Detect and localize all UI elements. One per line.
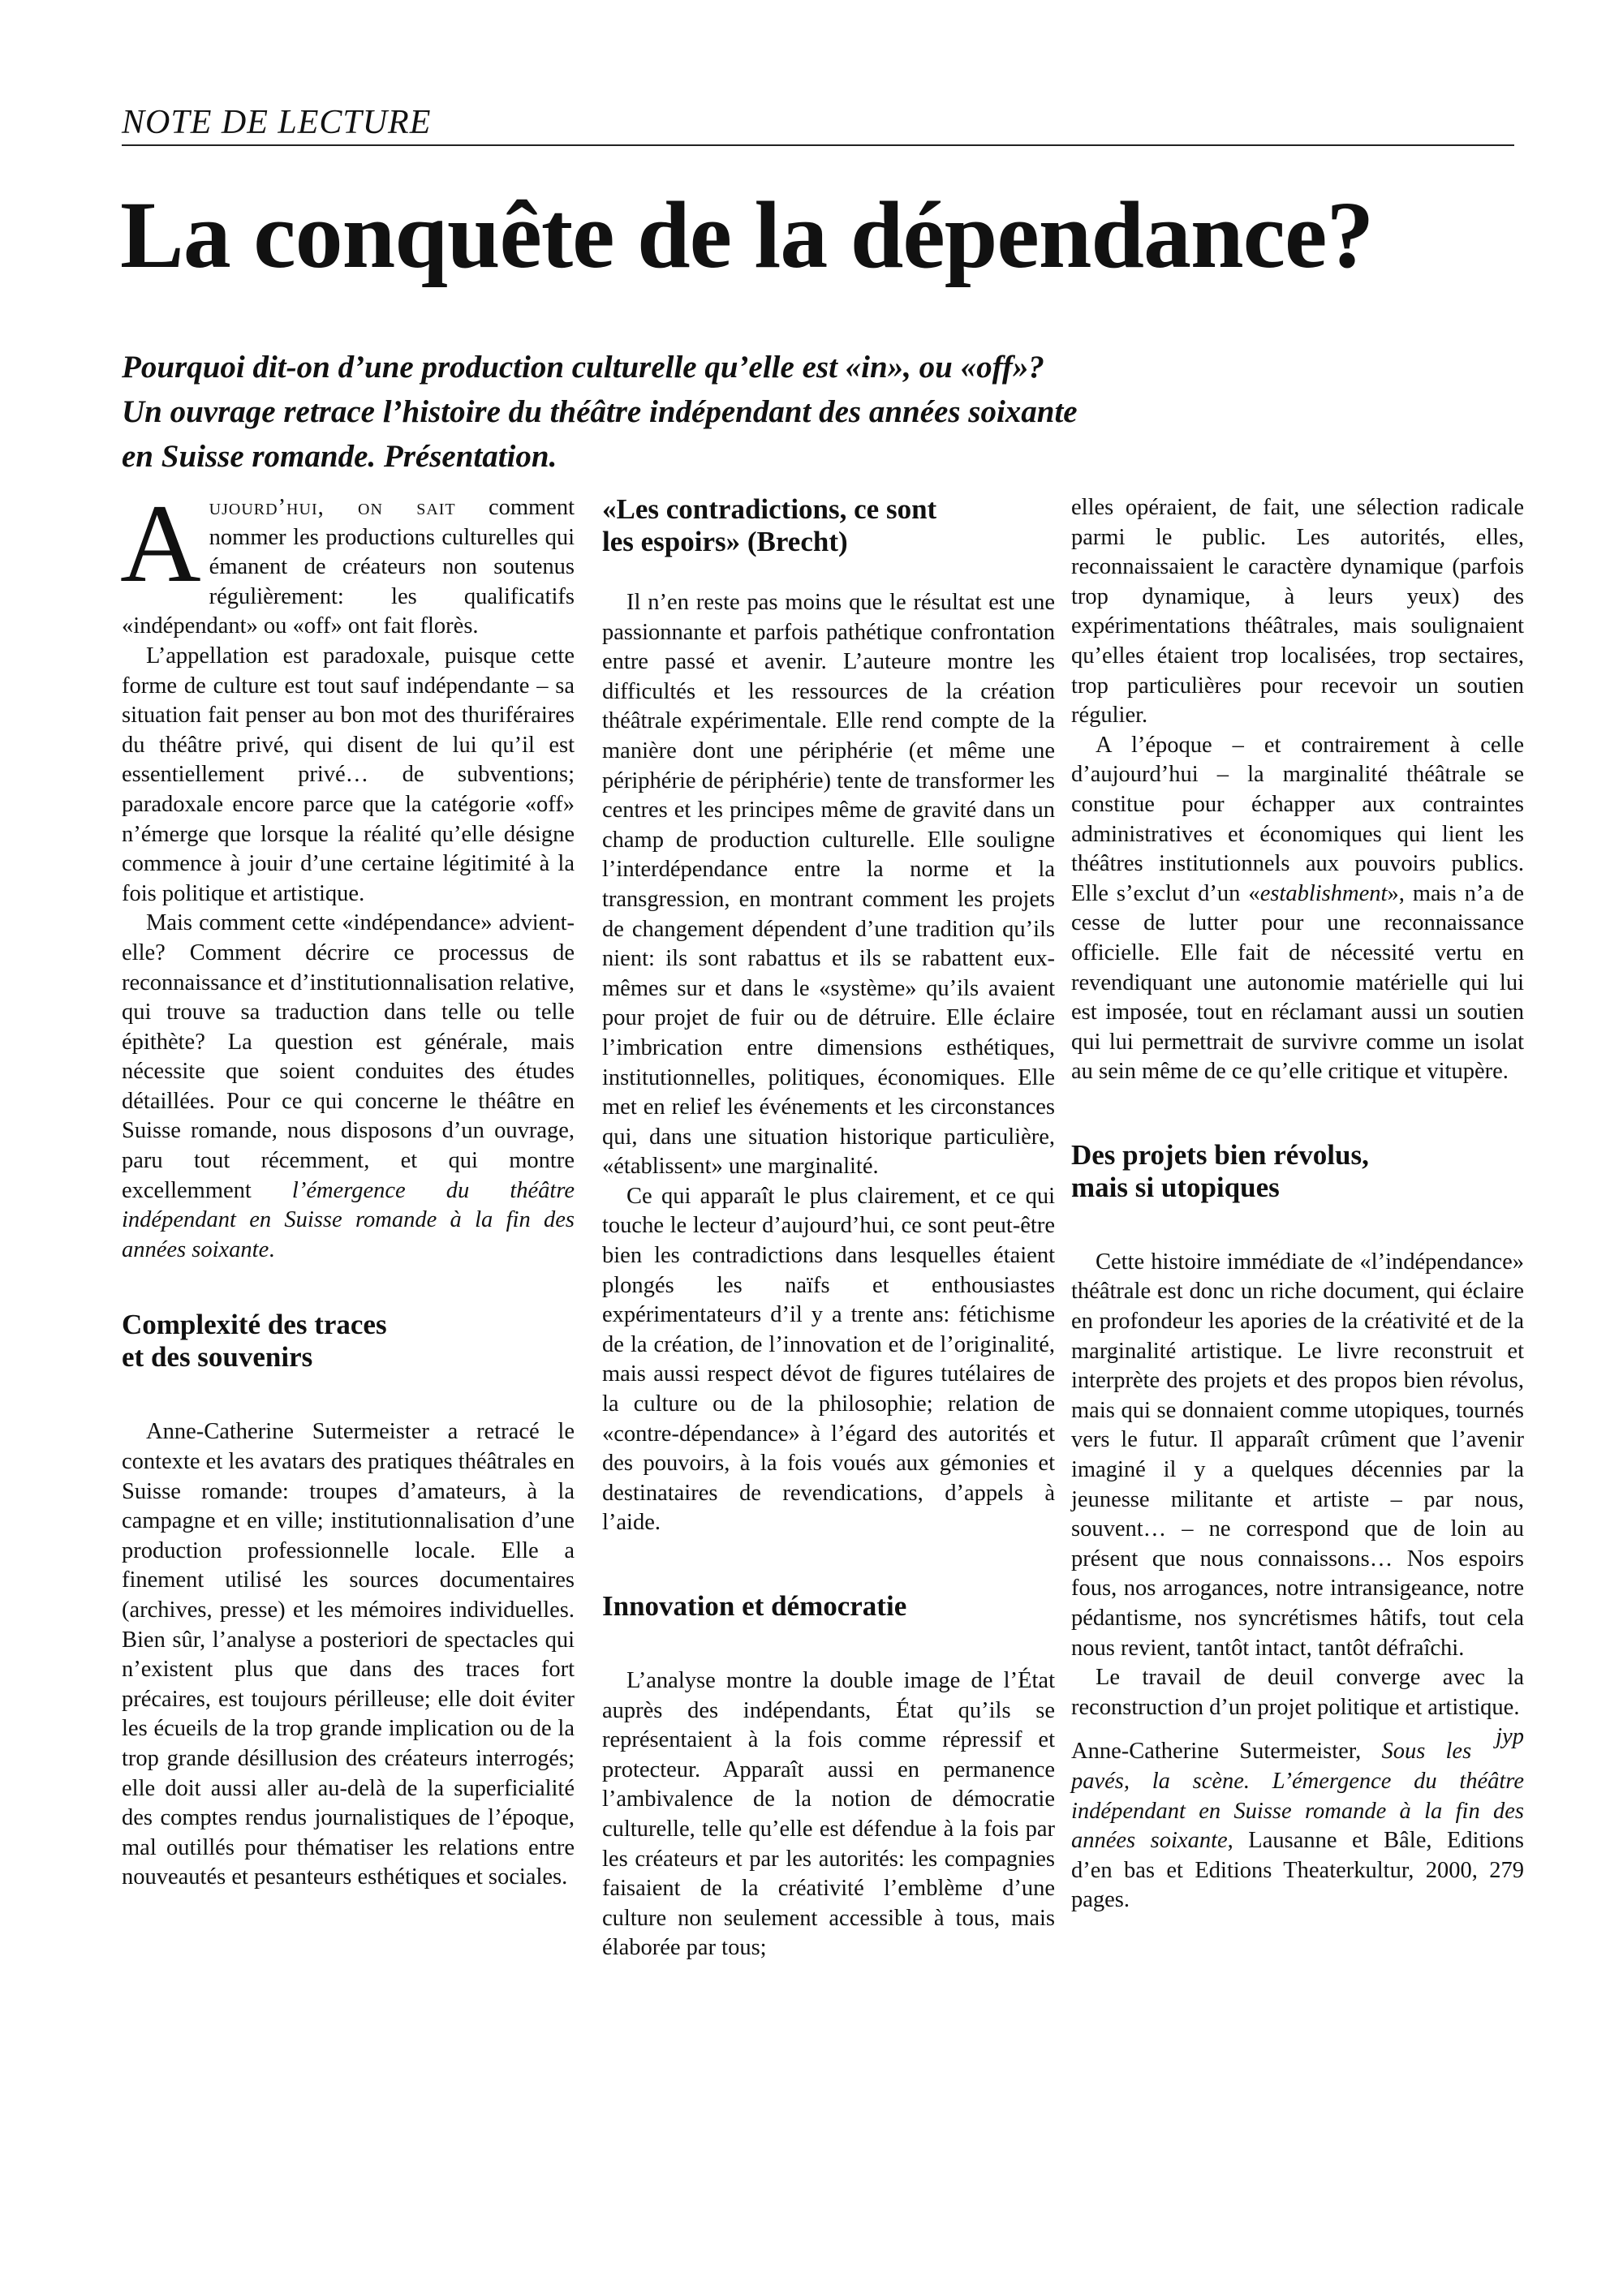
paragraph: L’analyse montre la double image de l’État auprès des indépendants, État qu’ils se représentaient à la fois comme répressif et protecteur. Apparaît aussi en permanence l’ambivalence de la notion de démocratie culturelle, telle qu’elle est défendue à la fois par les créateurs et par les autorités: les compagnies faisaient de la créativité l’emblème d’une culture non seulement accessible à tous, mais élaborée par tous;	[602, 1668, 1055, 1961]
paragraph: A l’époque – et contrairement à celle d’aujourd’hui – la marginalité théâtrale se constitue pour échapper aux contraintes administratives et économiques qui lient les théâtres institutionnels aux pouvoirs publics. Elle s’exclut d’un «establishment», mais n’a de cesse de lutter pour une reconnaissance officielle. Elle fait de nécessité vertu en revendiquant une autonomie matérielle qui lui est imposée, tout en réclamant aussi un soutien qui lui permettrait de survivre comme un isolat au sein même de ce qu’elle critique et vitupère.	[1071, 732, 1524, 1085]
subheading: Des projets bien révolus, mais si utopiques	[1071, 1138, 1369, 1203]
author-signature: jyp	[1496, 1724, 1524, 1750]
paragraph: L’appellation est paradoxale, puisque cette forme de culture est tout sauf indépendante – sa situation fait penser au bon mot des thuriféraires du théâtre privé, qui disent de lui qu’il est essentiellement privé… de subventions; paradoxale encore parce que la catégorie «off» n’émerge que lorsque la réalité qu’elle désigne commence à jouir d’une certaine légitimité à la fois politique et artistique.	[122, 643, 575, 906]
article-title: La conquête de la dépendance?	[120, 182, 1374, 288]
paragraph: Mais comment cette «indépendance» advient-elle? Comment décrire ce processus de reconnaissance et d’institutionnalisation relative, qui trouve sa traduction dans telle ou telle épithète? La question est générale, mais nécessite que soient conduites des études détaillées. Pour ce qui concerne le théâtre en Suisse romande, nous disposons d’un ouvrage, paru tout récemment, et qui montre excellemment l’émergence du théâtre indépendant en Suisse romande à la fin des années soixante.	[122, 910, 575, 1262]
italic-term: establishment	[1259, 880, 1388, 906]
article-lead	[122, 345, 1339, 479]
book-reference: Anne-Catherine Sutermeister, Sous les pavés, la scène. L’émergence du théâtre indépendant en Suisse romande à la fin des années soixante, Lausanne et Bâle, Editions d’en bas et Editions Theaterkultur, 2000, 279 pages.	[1071, 1739, 1525, 1913]
subheading: Innovation et démocratie	[602, 1590, 907, 1622]
column-1	[120, 481, 575, 1893]
paragraph: Le travail de deuil converge avec la reconstruction d’un projet politique et artistique. jyp	[1071, 1663, 1524, 1722]
column-3	[1071, 493, 1524, 1915]
paragraph: Anne-Catherine Sutermeister a retracé le contexte et les avatars des pratiques théâtrales en Suisse romande: troupes d’amateurs, à la campagne et en ville; institutionnalisation d’une production professionnelle locale. Elle a finement utilisé les sources documentaires (archives, presse) et les mémoires individuelles. Bien sûr, l’analyse a posteriori de spectacles qui n’existent plus que dans des traces fort précaires, est toujours périlleuse; elle doit éviter les écueils de la trop grande implication ou de la trop grande désillusion des créateurs interrogés; elle doit aussi aller au-delà de la superficialité des comptes rendus journalistiques de l’époque, mal outillés pour thématiser les relations entre nouveautés et pesanteurs esthétiques et sociales.	[122, 1419, 575, 1890]
drop-cap: A	[120, 481, 201, 605]
lead-line: Pourquoi dit-on d’une production culturelle qu’elle est «in», ou «off»?	[122, 350, 1044, 385]
paragraph: elles opéraient, de fait, une sélection radicale parmi le public. Les autorités, elles, reconnaissaient le caractère dynamique (parfois trop dynamique, à leurs yeux) des expérimentations théâtrales, mais soulignaient qu’elles étaient trop localisées, trop sectaires, trop particulières pour recevoir un soutien régulier.	[1071, 495, 1524, 729]
book-title-italic: Sous les pavés, la scène. L’émergence du théâtre indépendant en Suisse romande à la fin des années soixante	[1071, 1739, 1524, 1854]
lead-line: en Suisse romande. Présentation.	[122, 439, 558, 474]
column-2	[602, 493, 1055, 1963]
subheading: Complexité des traces et des souvenirs	[122, 1309, 387, 1374]
lead-line: Un ouvrage retrace l’histoire du théâtre indépendant des années soixante	[122, 394, 1078, 429]
paragraph: Cette histoire immédiate de «l’indépendance» théâtrale est donc un riche document, qui éclaire en profondeur les apories de la créativité et de la marginalité artistique. Le livre reconstruit et interprète des projets et des propos bien révolus, mais qui se donnaient comme utopiques, tournés vers le futur. Il apparaît crûment que l’avenir imaginé il y a quelques décennies par la jeunesse militante et artiste – par nous, souvent… – ne correspond que de loin au présent que nous connaissons… Nos espoirs fous, nos arrogances, notre intransigeance, notre pédantisme, nos syncrétismes hâtifs, tout cela nous revient, tantôt intact, tantôt défraîchi.	[1071, 1249, 1524, 1661]
section-rubric: NOTE DE LECTURE	[122, 104, 1514, 146]
lead-small-caps: ujourd’hui, on sait	[209, 495, 456, 520]
subheading: «Les contradictions, ce sont les espoirs» (Brecht)	[602, 493, 937, 557]
opening-paragraph: Aujourd’hui, on sait comment nommer les productions culturelles qui émanent de créateurs non soutenus régulièrement: les qualificatifs «indépendant» ou «off» ont fait florès.	[120, 481, 575, 639]
paragraph: Ce qui apparaît le plus clairement, et ce qui touche le lecteur d’aujourd’hui, ce sont peut-être bien les contradictions dans lesquelles étaient plongés les naïfs et enthousiastes expérimentateurs d’il y a trente ans: fétichisme de la création, de l’innovation et de l’originalité, mais aussi respect dévot de figures tutélaires de la culture ou de la philosophie; relation de «contre-dépendance» à l’égard des autorités et des pouvoirs, à la fois voués aux gémonies et destinataires de revendications, d’appels à l’aide.	[602, 1183, 1055, 1536]
paragraph: Il n’en reste pas moins que le résultat est une passionnante et parfois pathétique confrontation entre passé et avenir. L’auteure montre les difficultés et les ressources de la création théâtrale expérimentale. Elle rend compte de la manière dont une périphérie (et même une périphérie de périphérie) tente de transformer les centres et les principes même de gravité dans un champ de production culturelle. Elle souligne l’interdépendance entre la norme et la transgression, en montrant comment les projets de changement dépendent d’une tradition qu’ils nient: ils sont rabattus et ils se rabattent eux-mêmes sur et dans le «système» qu’ils avaient pour projet de fuir ou de détruire. Elle éclaire l’imbrication entre dimensions esthétiques, institutionnelles, politiques, économiques. Elle met en relief les événements et les circonstances qui, dans une situation historique particulière, «établissent» une marginalité.	[602, 590, 1055, 1180]
book-title-italic: l’émergence du théâtre indépendant en Suisse romande à la fin des années soixante	[122, 1177, 575, 1262]
